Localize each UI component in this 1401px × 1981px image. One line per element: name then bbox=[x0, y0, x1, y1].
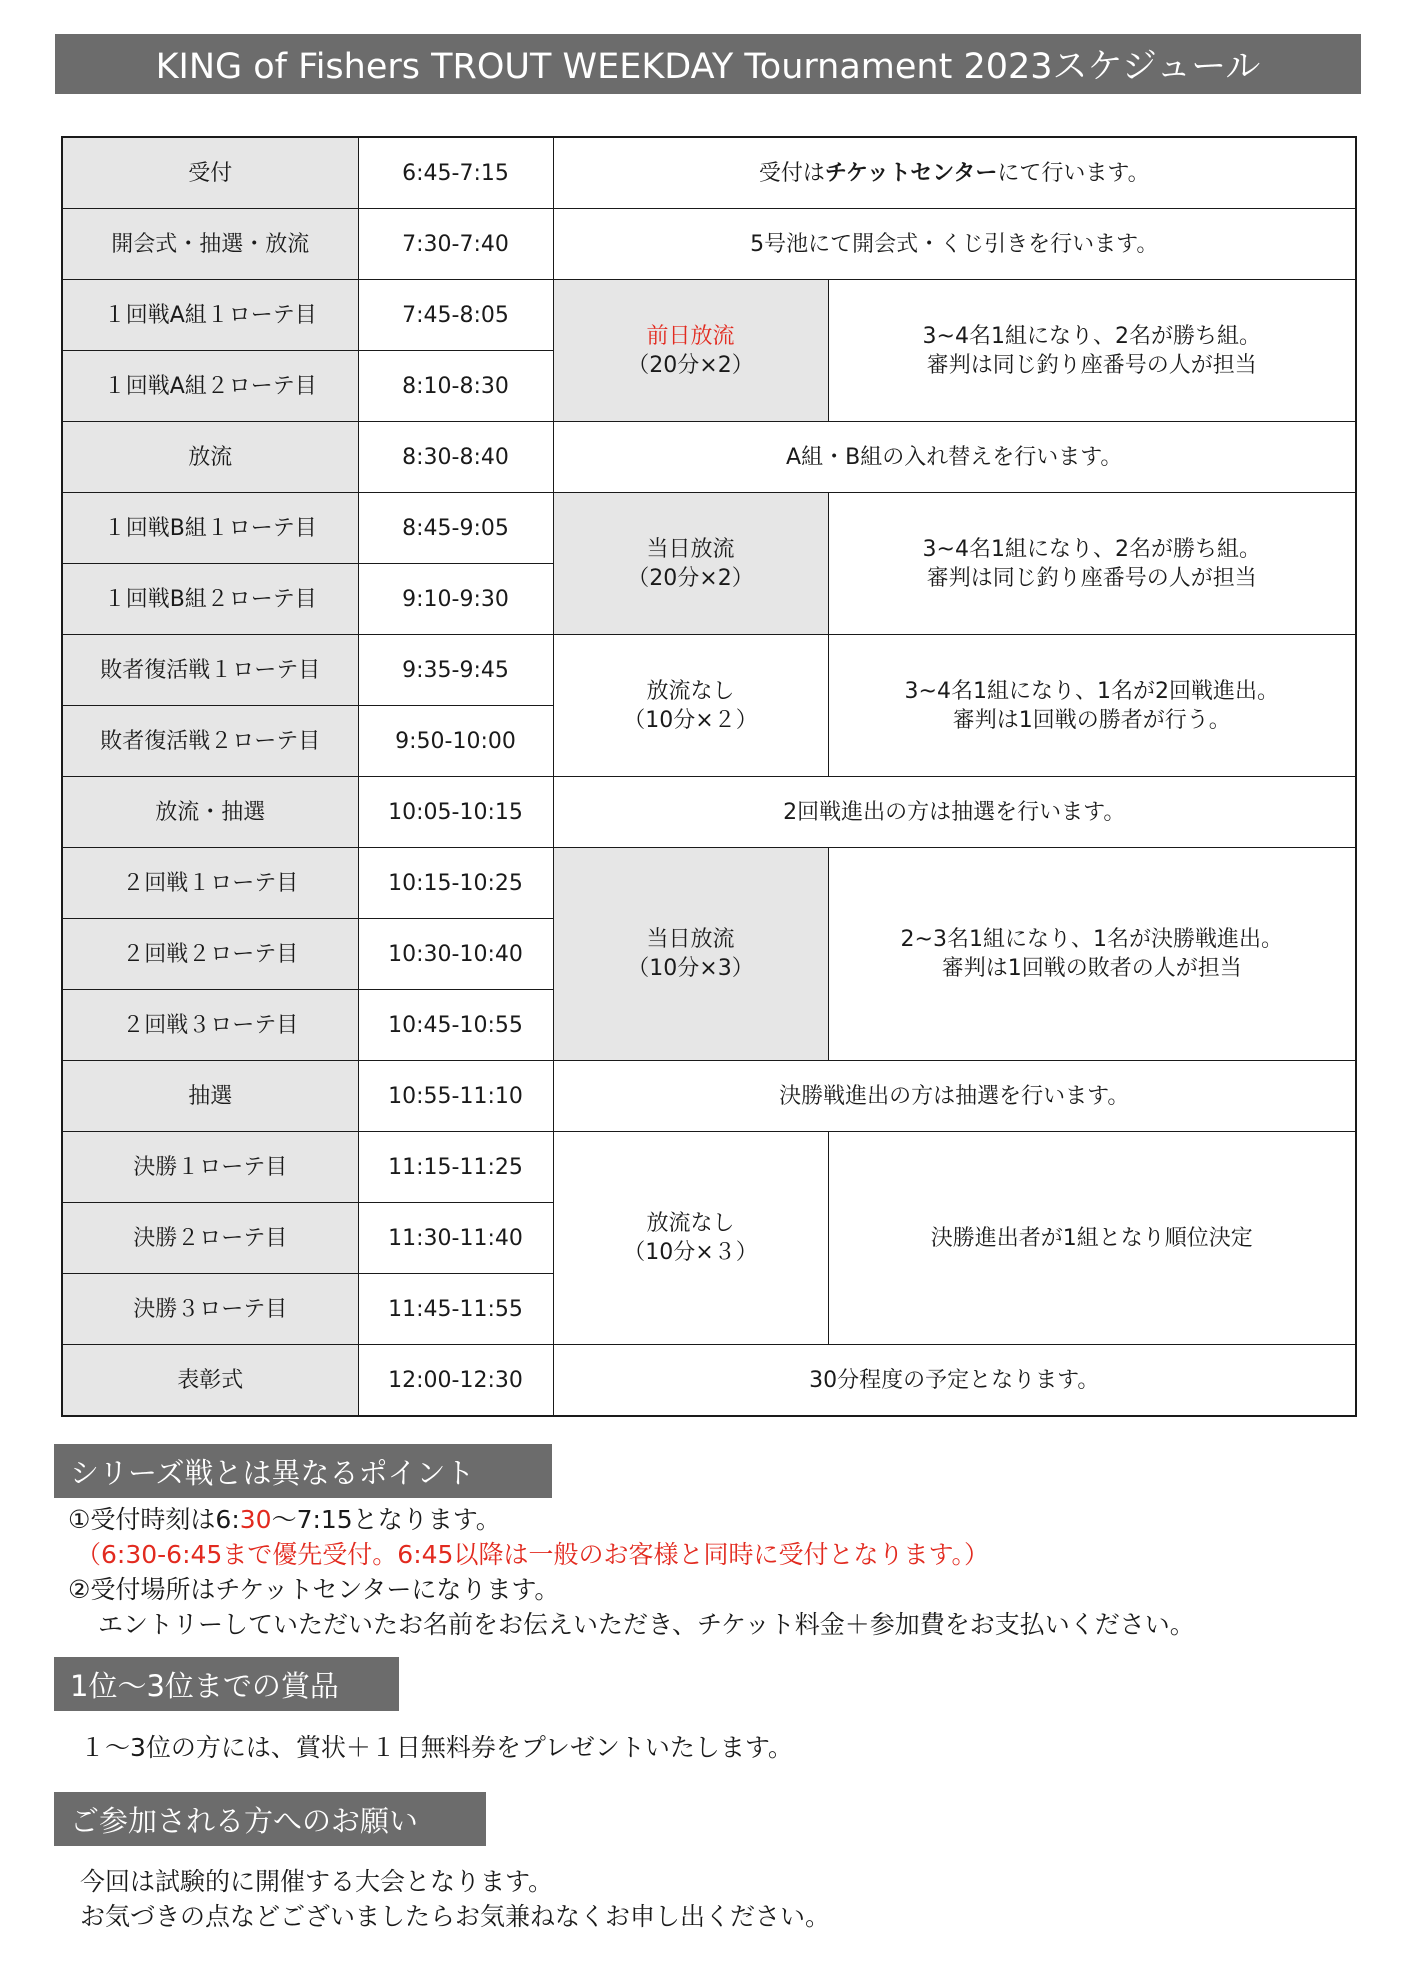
event-time: 6:45-7:15 bbox=[358, 137, 553, 209]
table-row bbox=[62, 777, 1356, 848]
event-label: １回戦B組２ローテ目 bbox=[62, 564, 358, 635]
round-description: 3~4名1組になり、2名が勝ち組。 審判は同じ釣り座番号の人が担当 bbox=[828, 280, 1356, 422]
event-label: １回戦B組１ローテ目 bbox=[62, 493, 358, 564]
round2-lottery-note: 2回戦進出の方は抽選を行います。 bbox=[553, 777, 1356, 848]
release-info: 前日放流 （20分×2） bbox=[553, 280, 828, 422]
event-label: 抽選 bbox=[62, 1061, 358, 1132]
event-time: 10:30-10:40 bbox=[358, 919, 553, 990]
release-info: 当日放流 （10分×3） bbox=[553, 848, 828, 1061]
round-description: 3~4名1組になり、1名が2回戦進出。 審判は1回戦の勝者が行う。 bbox=[828, 635, 1356, 777]
event-label: ２回戦２ローテ目 bbox=[62, 919, 358, 990]
table-row bbox=[62, 1061, 1356, 1132]
diff-item-2-note: エントリーしていただいたお名前をお伝えいただき、チケット料金＋参加費をお支払いください。 bbox=[98, 1610, 1195, 1639]
event-time: 10:45-10:55 bbox=[358, 990, 553, 1061]
table-row bbox=[62, 493, 1356, 564]
schedule-table bbox=[61, 136, 1357, 1417]
event-label: 放流・抽選 bbox=[62, 777, 358, 848]
event-time: 9:35-9:45 bbox=[358, 635, 553, 706]
section-header-differences: シリーズ戦とは異なるポイント bbox=[54, 1444, 552, 1498]
event-label: 開会式・抽選・放流 bbox=[62, 209, 358, 280]
event-label: 敗者復活戦２ローテ目 bbox=[62, 706, 358, 777]
diff-item-2: ②受付場所はチケットセンターになります。 bbox=[68, 1575, 560, 1604]
event-label: 決勝２ローテ目 bbox=[62, 1203, 358, 1274]
section-header-prizes: 1位〜3位までの賞品 bbox=[54, 1657, 399, 1711]
event-time: 8:30-8:40 bbox=[358, 422, 553, 493]
event-time: 10:15-10:25 bbox=[358, 848, 553, 919]
release-info: 放流なし （10分×２） bbox=[553, 635, 828, 777]
event-label: １回戦A組１ローテ目 bbox=[62, 280, 358, 351]
event-label: ２回戦１ローテ目 bbox=[62, 848, 358, 919]
request-line-2: お気づきの点などございましたらお気兼ねなくお申し出ください。 bbox=[80, 1902, 831, 1931]
event-time: 10:55-11:10 bbox=[358, 1061, 553, 1132]
table-row bbox=[62, 635, 1356, 706]
prize-text: １〜3位の方には、賞状＋１日無料券をプレゼントいたします。 bbox=[80, 1733, 793, 1762]
event-time: 10:05-10:15 bbox=[358, 777, 553, 848]
event-label: 放流 bbox=[62, 422, 358, 493]
event-label: 決勝３ローテ目 bbox=[62, 1274, 358, 1345]
event-label: 敗者復活戦１ローテ目 bbox=[62, 635, 358, 706]
table-row bbox=[62, 209, 1356, 280]
event-label: 決勝１ローテ目 bbox=[62, 1132, 358, 1203]
opening-note: 5号池にて開会式・くじ引きを行います。 bbox=[553, 209, 1356, 280]
table-row bbox=[62, 848, 1356, 919]
event-time: 11:45-11:55 bbox=[358, 1274, 553, 1345]
release-info: 当日放流 （20分×2） bbox=[553, 493, 828, 635]
table-row bbox=[62, 1132, 1356, 1203]
event-time: 7:30-7:40 bbox=[358, 209, 553, 280]
page-title: KING of Fishers TROUT WEEKDAY Tournament 2023スケジュール bbox=[55, 34, 1361, 94]
table-row bbox=[62, 1345, 1356, 1417]
event-label: １回戦A組２ローテ目 bbox=[62, 351, 358, 422]
diff-item-1-note: （6:30-6:45まで優先受付。6:45以降は一般のお客様と同時に受付となります。） bbox=[76, 1540, 989, 1569]
round-description: 決勝進出者が1組となり順位決定 bbox=[828, 1132, 1356, 1345]
final-lottery-note: 決勝戦進出の方は抽選を行います。 bbox=[553, 1061, 1356, 1132]
event-time: 11:15-11:25 bbox=[358, 1132, 553, 1203]
event-label: ２回戦３ローテ目 bbox=[62, 990, 358, 1061]
event-time: 9:10-9:30 bbox=[358, 564, 553, 635]
release-info: 放流なし （10分×３） bbox=[553, 1132, 828, 1345]
release-ab-note: A組・B組の入れ替えを行います。 bbox=[553, 422, 1356, 493]
event-time: 9:50-10:00 bbox=[358, 706, 553, 777]
event-label: 受付 bbox=[62, 137, 358, 209]
round-description: 2~3名1組になり、1名が決勝戦進出。 審判は1回戦の敗者の人が担当 bbox=[828, 848, 1356, 1061]
reception-note: 受付はチケットセンターにて行います。 bbox=[553, 137, 1356, 209]
section-header-request: ご参加される方へのお願い bbox=[54, 1792, 486, 1846]
table-row bbox=[62, 422, 1356, 493]
event-time: 7:45-8:05 bbox=[358, 280, 553, 351]
event-time: 11:30-11:40 bbox=[358, 1203, 553, 1274]
request-line-1: 今回は試験的に開催する大会となります。 bbox=[80, 1867, 554, 1896]
award-note: 30分程度の予定となります。 bbox=[553, 1345, 1356, 1417]
round-description: 3~4名1組になり、2名が勝ち組。 審判は同じ釣り座番号の人が担当 bbox=[828, 493, 1356, 635]
table-row bbox=[62, 280, 1356, 351]
event-label: 表彰式 bbox=[62, 1345, 358, 1417]
table-row bbox=[62, 137, 1356, 209]
event-time: 12:00-12:30 bbox=[358, 1345, 553, 1417]
event-time: 8:45-9:05 bbox=[358, 493, 553, 564]
diff-item-1: ①受付時刻は6:30〜7:15となります。 bbox=[68, 1505, 501, 1534]
event-time: 8:10-8:30 bbox=[358, 351, 553, 422]
